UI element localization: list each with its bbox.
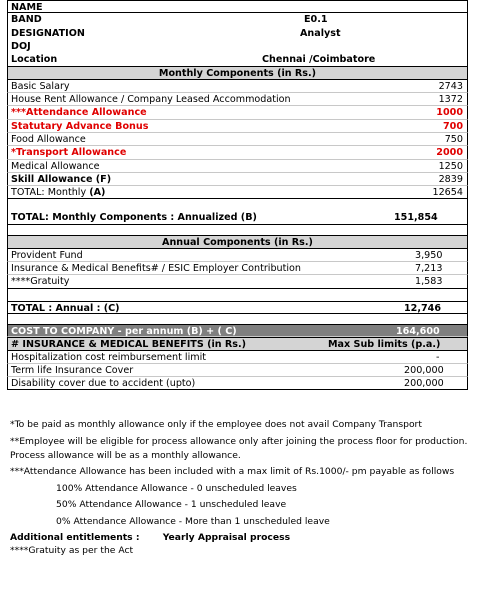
item-value: - (436, 351, 440, 363)
band-row (7, 13, 468, 26)
location-value: Chennai /Coimbatore (262, 54, 376, 66)
hra-row (7, 93, 468, 106)
ctc-value: 164,600 (396, 325, 440, 337)
item-value: 12654 (432, 187, 463, 199)
item-label: Hospitalization cost reimbursement limit (11, 351, 207, 363)
gratuity-row (7, 275, 468, 288)
annual-total-label: TOTAL : Annual : (C) (11, 302, 120, 314)
additional-value: Yearly Appraisal process (162, 532, 291, 544)
spacer (7, 225, 468, 235)
doj-row (7, 40, 468, 53)
item-label: Food Allowance (11, 133, 86, 145)
annualized-value: 151,854 (394, 212, 438, 224)
note-attendance: ***Attendance Allowance has been included with a max limit of Rs.1000/- pm payable as follows (10, 465, 455, 477)
item-value: 700 (442, 120, 463, 132)
additional-entitlements (10, 531, 480, 544)
annual-header (7, 235, 468, 248)
note-transport: *To be paid as monthly allowance only if the employee does not avail Company Transport (10, 419, 422, 430)
attendance-allowance-row (7, 106, 468, 119)
item-label: Basic Salary (11, 80, 70, 92)
item-value: 2000 (436, 147, 463, 159)
designation-row (7, 27, 468, 40)
item-label: Term life Insurance Cover (11, 364, 134, 376)
name-row (7, 0, 468, 13)
name-label: NAME (11, 2, 43, 13)
item-label: ***Attendance Allowance (11, 107, 147, 119)
item-value: 750 (444, 133, 463, 145)
item-label: *Transport Allowance (11, 147, 127, 159)
doj-label: DOJ (11, 40, 31, 52)
skill-allowance-row (7, 173, 468, 186)
item-value: 1,583 (415, 276, 443, 288)
note-attendance-0: 0% Attendance Allowance - More than 1 unscheduled leave (56, 515, 330, 527)
spacer (7, 289, 468, 301)
item-label: House Rent Allowance / Company Leased Accommodation (11, 94, 291, 106)
medical-allowance-row (7, 160, 468, 173)
monthly-total-label: TOTAL: Monthly (11, 187, 90, 199)
food-allowance-row (7, 133, 468, 146)
item-label: Insurance & Medical Benefits# / ESIC Employer Contribution (11, 263, 301, 275)
insurance-contribution-row (7, 262, 468, 275)
item-value: 2743 (438, 80, 463, 92)
designation-label: DESIGNATION (11, 27, 85, 39)
disability-row (7, 377, 468, 390)
item-label: Disability cover due to accident (upto) (11, 378, 196, 390)
annual-total-value: 12,746 (404, 302, 442, 314)
item-label: ****Gratuity (11, 276, 70, 288)
location-label: Location (11, 54, 58, 66)
item-label: Provident Fund (11, 249, 83, 261)
basic-salary-row (7, 80, 468, 93)
monthly-total-marker: (A) (89, 187, 106, 199)
note-attendance-50: 50% Attendance Allowance - 1 unscheduled leave (56, 499, 287, 511)
item-value: 1250 (438, 160, 463, 172)
note-attendance-100: 100% Attendance Allowance - 0 unscheduled leaves (56, 483, 297, 495)
annualized-label: TOTAL: Monthly Components : Annualized (B) (11, 212, 257, 224)
location-row (7, 53, 468, 66)
monthly-header (7, 66, 468, 79)
annual-title: Annual Components (in Rs.) (162, 237, 313, 249)
item-label (11, 186, 105, 199)
item-label: Statutary Advance Bonus (11, 120, 149, 132)
additional-label: Additional entitlements : (10, 532, 140, 544)
band-label: BAND (11, 14, 42, 26)
note-gratuity: ****Gratuity as per the Act (10, 545, 134, 557)
item-value: 2839 (438, 173, 463, 185)
monthly-total-row (7, 186, 468, 199)
limit-header: Max Sub limits (p.a.) (328, 339, 441, 351)
advance-bonus-row (7, 120, 468, 133)
annualized-row (7, 211, 468, 225)
pf-row (7, 249, 468, 262)
ctc-row (7, 324, 468, 337)
item-value: 1000 (436, 107, 463, 119)
monthly-title: Monthly Components (in Rs.) (158, 68, 317, 80)
item-label: Skill Allowance (F) (11, 173, 112, 185)
annual-total-row (7, 301, 468, 314)
hospitalization-row (7, 351, 468, 364)
spacer (7, 199, 468, 211)
item-value: 1372 (438, 94, 463, 106)
item-label: Medical Allowance (11, 160, 100, 172)
item-value: 7,213 (415, 263, 443, 275)
spacer (7, 314, 468, 324)
transport-allowance-row (7, 146, 468, 159)
item-value: 3,950 (415, 249, 443, 261)
ctc-label: COST TO COMPANY - per annum (B) + ( C) (11, 325, 237, 337)
insurance-header (7, 337, 468, 350)
term-life-row (7, 364, 468, 377)
footnotes (10, 418, 480, 558)
salary-breakup-table (7, 0, 468, 390)
item-value: 200,000 (404, 364, 444, 376)
insurance-title: # INSURANCE & MEDICAL BENEFITS (in Rs.) (11, 339, 247, 351)
note-process-allowance: **Employee will be eligible for process allowance only after joining the process floor for production. Process allowance will be as a monthly allowance. (10, 436, 468, 461)
designation-value: Analyst (300, 27, 341, 39)
band-value: E0.1 (304, 14, 328, 26)
item-value: 200,000 (404, 378, 444, 390)
